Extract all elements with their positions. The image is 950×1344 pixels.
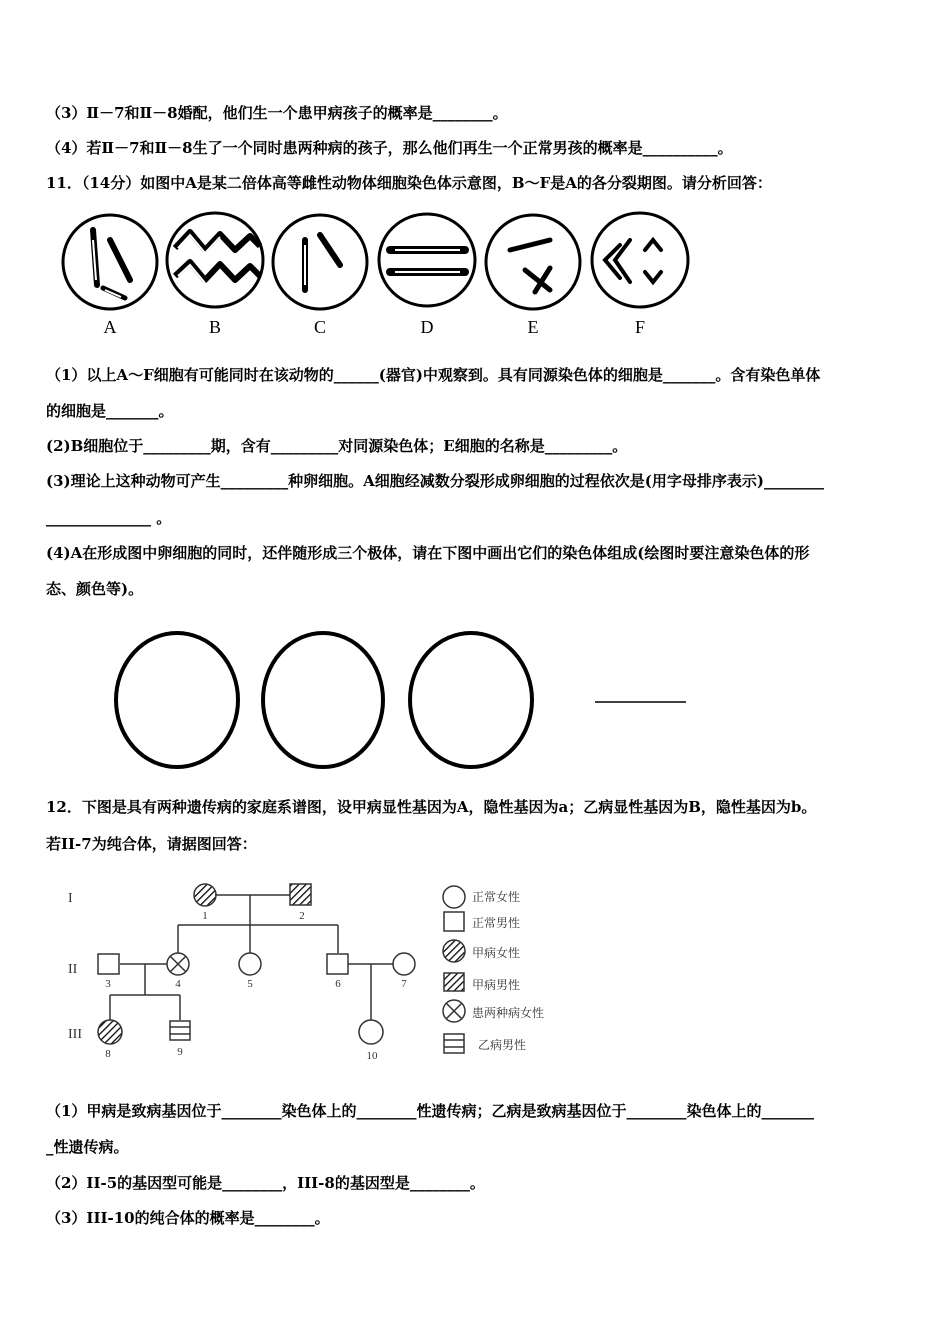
blank-circle-2 — [263, 633, 383, 767]
individual-II-5 — [239, 953, 261, 975]
individual-II-4 — [167, 953, 189, 975]
generation-II: II — [68, 962, 78, 977]
cell-label-B: B — [208, 317, 222, 337]
q11-part4a: (4)A在形成图中卵细胞的同时，还伴随形成三个极体，请在下图中画出它们的染色体组成(绘图时要注意染色体的形 — [46, 544, 810, 562]
svg-text:7: 7 — [401, 978, 407, 990]
cell-E — [486, 215, 580, 309]
q11-part2: (2)B细胞位于_________期，含有_________对同源染色体；E细胞的名称是_________。 — [46, 437, 628, 455]
individual-II-6 — [327, 954, 348, 974]
q11-part1a: （1）以上A～F细胞有可能同时在该动物的______(器官)中观察到。具有同源染色体的细胞是_______。含有染色单体 — [46, 366, 821, 384]
svg-text:5: 5 — [247, 978, 253, 990]
cell-A — [63, 215, 157, 309]
cell-B — [167, 213, 263, 307]
legend-label-disease-b-male: 乙病男性 — [478, 1038, 527, 1052]
cell-label-F: F — [634, 317, 646, 337]
q12-part2: （2）II-5的基因型可能是________，III-8的基因型是________。 — [46, 1174, 485, 1192]
svg-text:2: 2 — [299, 910, 305, 922]
blank-circle-1 — [116, 633, 238, 767]
legend-disease-a-male — [444, 973, 464, 991]
q10-part3: （3）Ⅱ－7和Ⅱ－8婚配，他们生一个患甲病孩子的概率是________。 — [46, 104, 508, 122]
legend-label-disease-a-male: 甲病男性 — [472, 978, 521, 992]
legend-label-normal-female: 正常女性 — [472, 890, 521, 904]
legend-disease-a-female — [443, 940, 465, 962]
cell-D — [379, 214, 475, 306]
individual-I-2 — [290, 884, 311, 905]
q11-part1b: 的细胞是_______。 — [46, 402, 174, 420]
cell-label-D: D — [420, 317, 434, 337]
legend-label-disease-a-female: 甲病女性 — [472, 946, 521, 960]
cell-division-figure — [55, 210, 695, 340]
svg-text:4: 4 — [175, 978, 181, 990]
q12-part1b: _性遗传病。 — [46, 1138, 129, 1156]
legend-label-both-diseases-female: 患两种病女性 — [472, 1006, 545, 1020]
cell-label-C: C — [313, 317, 327, 337]
individual-II-3 — [98, 954, 119, 974]
q12-stem-b: 若II-7为纯合体，请据图回答： — [46, 835, 257, 853]
svg-text:9: 9 — [177, 1046, 183, 1058]
q11-part4b: 态、颜色等)。 — [46, 580, 144, 598]
blank-circle-3 — [410, 633, 532, 767]
legend-both-diseases-female — [443, 1000, 465, 1022]
individual-I-1 — [194, 884, 216, 906]
q11-part3b: ______________ 。 — [46, 509, 172, 527]
q12-stem-a: 12．下图是具有两种遗传病的家庭系谱图，设甲病显性基因为A，隐性基因为a；乙病显性基因为B，隐性基因为b。 — [46, 798, 817, 816]
svg-text:10: 10 — [366, 1050, 378, 1062]
svg-text:1: 1 — [202, 910, 208, 922]
legend-normal-female — [443, 886, 465, 908]
svg-text:8: 8 — [105, 1048, 111, 1060]
generation-I: I — [68, 891, 73, 906]
svg-text:6: 6 — [335, 978, 341, 990]
individual-III-8 — [98, 1020, 122, 1044]
q12-part1a: （1）甲病是致病基因位于________染色体上的________性遗传病；乙病是致病基因位于________染色体上的_______ — [46, 1102, 814, 1120]
legend-disease-b-male — [444, 1034, 464, 1053]
individual-III-9 — [170, 1021, 190, 1040]
individual-II-7 — [393, 953, 415, 975]
q12-part3: （3）III-10的纯合体的概率是________。 — [46, 1209, 330, 1227]
q10-part4: （4）若Ⅱ－7和Ⅱ－8生了一个同时患两种病的孩子，那么他们再生一个正常男孩的概率是__________。 — [46, 139, 733, 157]
legend-label-normal-male: 正常男性 — [472, 916, 521, 930]
svg-text:3: 3 — [105, 978, 111, 990]
legend-normal-male — [444, 912, 464, 931]
polar-body-drawing-area[interactable] — [110, 628, 700, 773]
q11-part3a: (3)理论上这种动物可产生_________种卵细胞。A细胞经减数分裂形成卵细胞的过程依次是(用字母排序表示)________ — [46, 472, 824, 490]
q11-stem: 11．（14分）如图中A是某二倍体高等雌性动物体细胞染色体示意图，B～F是A的各分裂期图。请分析回答： — [46, 174, 772, 192]
cell-label-E: E — [527, 317, 539, 337]
generation-III: III — [68, 1027, 82, 1042]
cell-label-A: A — [103, 317, 117, 337]
individual-III-10 — [359, 1020, 383, 1044]
cell-C — [273, 215, 367, 309]
